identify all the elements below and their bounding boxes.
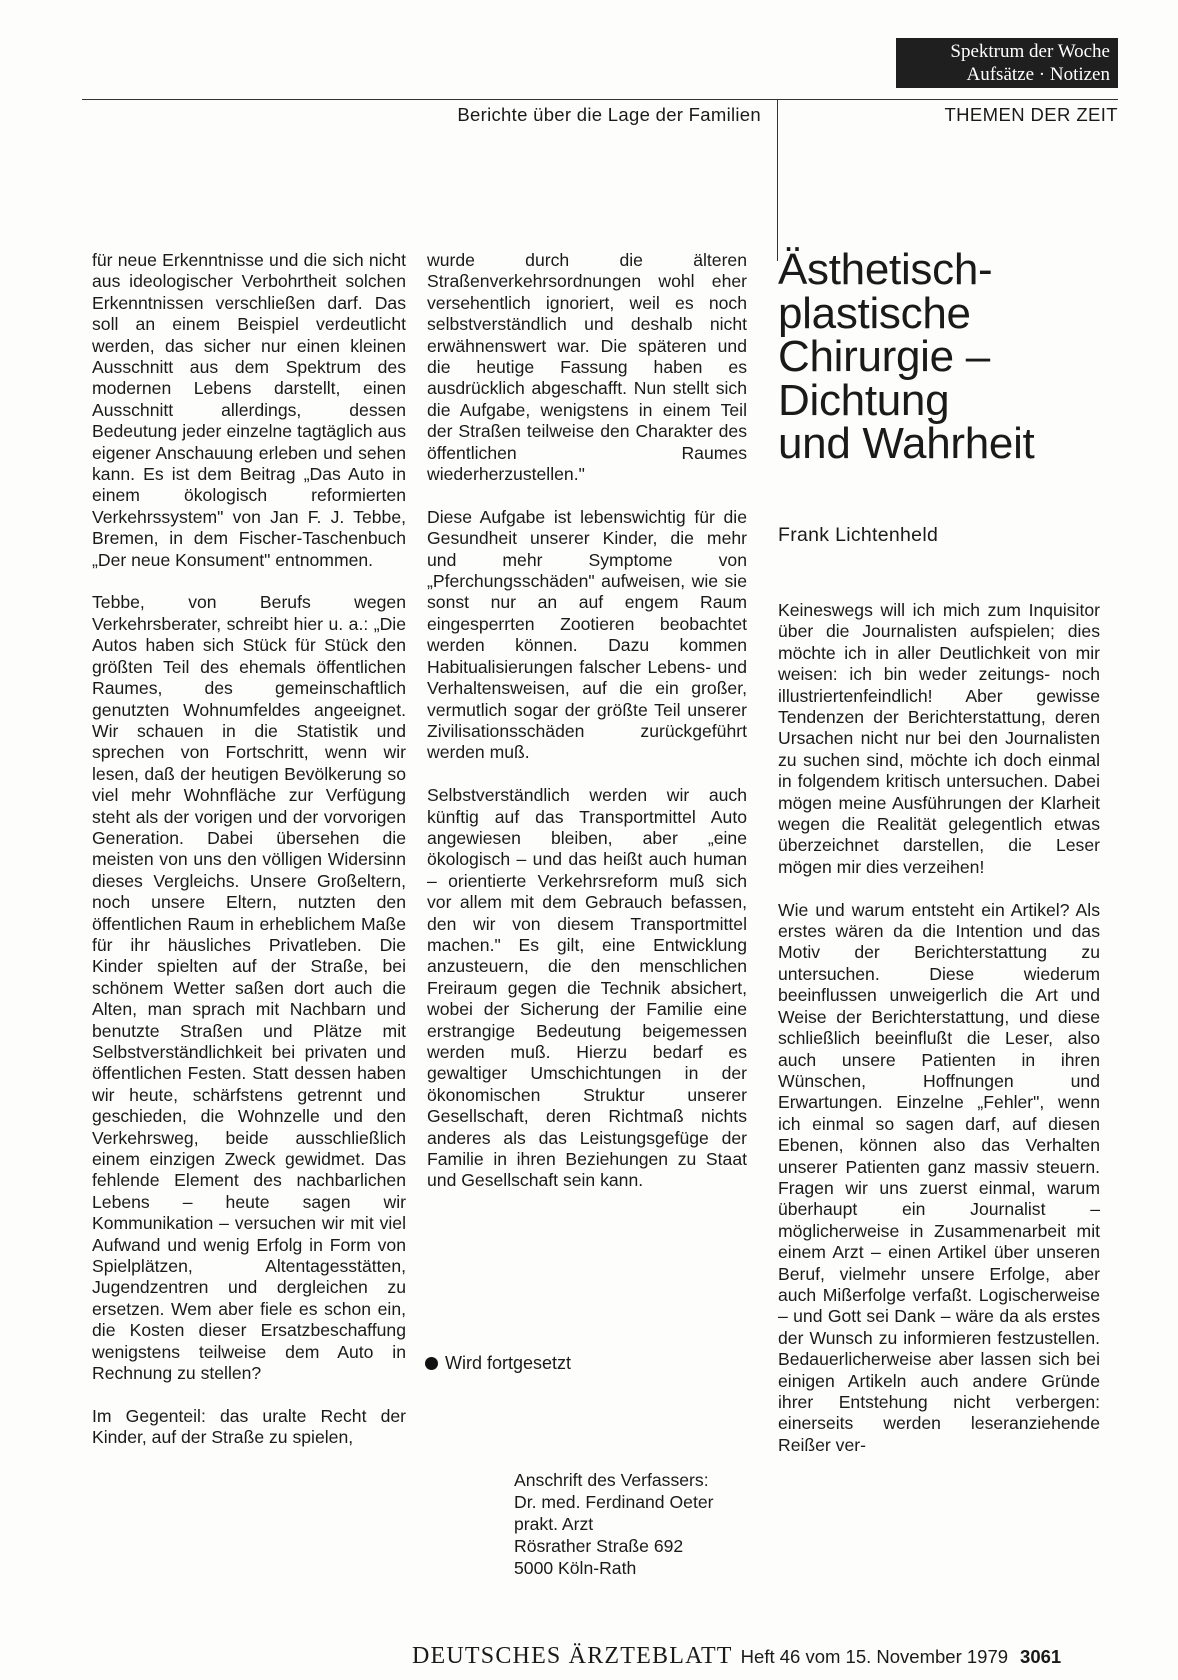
bullet-icon: [425, 1357, 438, 1370]
title-line: Chirurgie –: [778, 332, 990, 381]
article-author: Frank Lichtenheld: [778, 524, 939, 546]
column-3: [778, 600, 1100, 1478]
section-label: THEMEN DER ZEIT: [944, 104, 1118, 125]
paragraph: Diese Aufgabe ist lebenswichtig für die Gesundheit unserer Kinder, die mehr und mehr Symptome von „Pferchungsschäden" aufweisen, wie sie sonst nur an auf engem Raum eingesperrten Zootieren beobachtet werden können. Dazu kommen Habitualisierungen falscher Lebens- und Verhaltensweisen, auf die ein großer, vermutlich sogar der größte Teil unserer Zivilisationsschäden zurückgeführt werden muß.: [427, 506, 747, 763]
paragraph: Tebbe, von Berufs wegen Verkehrsberater, schreibt hier u. a.: „Die Autos haben sich Stück für Stück den größten Teil des ehemals öffentlichen Raumes, des gemeinschaftlich genutzten Wohnumfeldes angeeignet. Wir schauen in die Statistik und sprechen von Fortschritt, wenn wir lesen, daß der heutigen Bevölkerung so viel mehr Wohnfläche zur Verfügung steht als der vorigen und der vorvorigen Generation. Dabei übersehen die meisten von uns den völligen Widersinn dieses Vergleichs. Unsere Großeltern, noch unsere Eltern, nutzten den öffentlichen Raum in erheblichem Maße für ihr häusliches Privatleben. Die Kinder spielten auf der Straße, bei schönem Wetter saßen dort auch die Alten, man sprach mit Nachbarn und benutzte Straßen und Plätze mit Selbstverständlichkeit bei privaten und öffentlichen Festen. Statt dessen haben wir heute, schärfstens getrennt und geschieden, die Wohnzelle und den Verkehrsweg, beide ausschließlich einem einzigen Zweck gewidmet. Das fehlende Element des nachbarlichen Lebens – heute sagen wir Kommunikation – versuchen wir mit viel Aufwand und wenig Erfolg in Form von Spielplätzen, Altentagesstätten, Jugendzentren und dergleichen zu ersetzen. Wem aber fiele es schon ein, die Kosten dieser Ersatzbeschaffung wenigstens teilweise dem Auto in Rechnung zu stellen?: [92, 592, 406, 1384]
running-head: Berichte über die Lage der Familien: [457, 104, 761, 125]
paragraph: Selbstverständlich werden wir auch künftig auf das Transportmittel Auto angewiesen bleiben, aber „eine ökologisch – und das heißt auch human – orientierte Verkehrsreform muß sich vor allem mit dem Gebrauch befassen, den wir von diesem Transportmittel machen." Es gilt, eine Entwicklung anzusteuern, die den menschlichen Freiraum gegen die Technik absichert, wobei der Sicherung der Familie eine erstrangige Bedeutung beigemessen werden muß. Hierzu bedarf es gewaltiger Umschichtungen in der ökonomischen Struktur unserer Gesellschaft, deren Richtmaß nichts anderes als das Leistungsgefüge der Familie in ihren Beziehungen zu Staat und Gesellschaft sein kann.: [427, 785, 747, 1191]
continued-label: Wird fortgesetzt: [445, 1353, 572, 1373]
column-1: [92, 250, 406, 1470]
page-footer: [412, 1643, 1061, 1670]
address-line: Rösrather Straße 692: [514, 1536, 684, 1556]
address-line: Dr. med. Ferdinand Oeter: [514, 1492, 714, 1512]
column-divider: [777, 99, 778, 261]
journal-name: DEUTSCHES ÄRZTEBLATT: [412, 1643, 733, 1669]
header-rule: [82, 99, 1118, 100]
paragraph: wurde durch die älteren Straßenverkehrsordnungen wohl eher versehentlich ignoriert, weil es noch selbstverständlich und deshalb nicht erwähnenswert war. Die späteren und die heutige Fassung haben es ausdrücklich abgeschafft. Nun stellt sich die Aufgabe, wenigstens in einem Teil der Straßen teilweise den Charakter des öffentlichen Raumes wiederherzustellen.": [427, 250, 747, 485]
section-badge: [896, 38, 1118, 88]
author-address: [514, 1469, 713, 1579]
badge-line-2: Aufsätze · Notizen: [966, 64, 1110, 85]
paragraph: Keineswegs will ich mich zum Inquisitor über die Journalisten aufspielen; dies möchte ich in aller Deutlichkeit von mir weisen: ich bin weder zeitungs- noch illustriertenfeindlich! Aber gewisse Tendenzen der Berichterstattung, deren Ursachen nicht nur bei den Journalisten zu suchen sind, möchte ich doch einmal in folgendem kritisch untersuchen. Dabei mögen meine Ausführungen der Klarheit wegen die Realität gelegentlich etwas überzeichnet darstellen, die Leser mögen mir dies verzeihen!: [778, 600, 1100, 877]
column-2: [427, 250, 747, 1213]
continued-note: [425, 1353, 571, 1374]
title-line: plastische: [778, 288, 971, 338]
page-number: 3061: [1020, 1646, 1062, 1667]
address-line: Anschrift des Verfassers:: [514, 1470, 709, 1490]
title-line: und Wahrheit: [778, 419, 1035, 468]
address-line: 5000 Köln-Rath: [514, 1558, 637, 1578]
address-line: prakt. Arzt: [514, 1514, 594, 1534]
title-line: Ästhetisch-: [778, 245, 993, 294]
title-line: Dichtung: [778, 375, 950, 425]
paragraph: Wie und warum entsteht ein Artikel? Als erstes wären da die Intention und das Motiv der Berichterstattung zu untersuchen. Diese wiederum beeinflussen unweigerlich die Art und Weise der Berichterstattung, und diese schließlich beeinflußt die Leser, also auch unsere Patienten in ihren Wünschen, Hoffnungen und Erwartungen. Einzelne „Fehler", wenn ich einmal so sagen darf, auf diesen Ebenen, können also das Verhalten unserer Patienten ganz massiv steuern. Fragen wir uns zuerst einmal, warum überhaupt ein Journalist – möglicherweise in Zusammenarbeit mit einem Arzt – einen Artikel über unseren Beruf, vielmehr unsere Erfolge, aber auch Mißerfolge verfaßt. Logischerweise – und Gott sei Dank – wäre da als erstes der Wunsch zu informieren festzustellen. Bedauerlicherweise aber lassen sich bei einigen Artikeln auch andere Gründe ihrer Entstehung nicht verbergen: einerseits werden leseranziehende Reißer ver-: [778, 899, 1100, 1455]
badge-line-1: Spektrum der Woche: [950, 41, 1110, 62]
issue-info: Heft 46 vom 15. November 1979: [740, 1646, 1009, 1667]
paragraph: Im Gegenteil: das uralte Recht der Kinder, auf der Straße zu spielen,: [92, 1405, 406, 1448]
paragraph: für neue Erkenntnisse und die sich nicht aus ideologischer Verbohrtheit solchen Erkenntnissen verschließen darf. Das soll an einem Beispiel verdeutlicht werden, das sicher nur einen kleinen Ausschnitt aus dem Spektrum des modernen Lebens darstellt, einen Ausschnitt allerdings, dessen Bedeutung jeder einzelne tagtäglich aus eigener Anschauung erleben und sehen kann. Es ist dem Beitrag „Das Auto in einem ökologisch reformierten Verkehrssystem" von Jan F. J. Tebbe, Bremen, in dem Fischer-Taschenbuch „Der neue Konsument" entnommen.: [92, 250, 406, 570]
article-title: [778, 245, 1118, 468]
